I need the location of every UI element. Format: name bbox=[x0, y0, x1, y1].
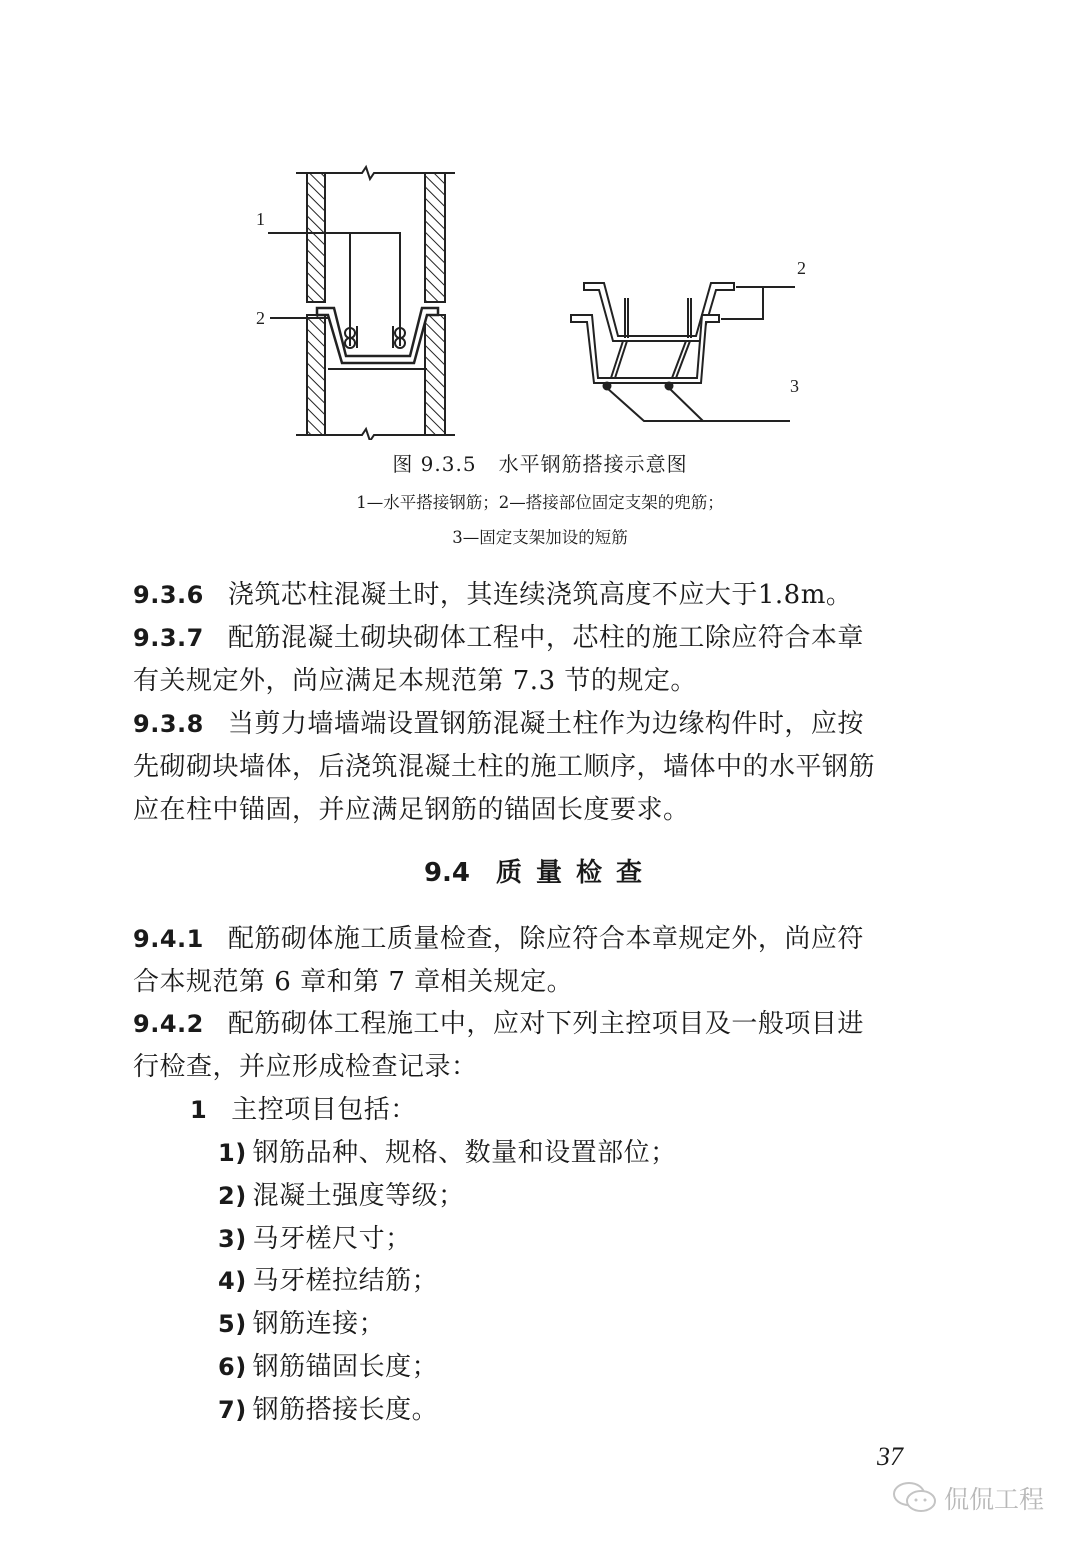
page-number: 37 bbox=[877, 1442, 903, 1471]
clause-text-line: 有关规定外，尚应满足本规范第 7.3 节的规定。 bbox=[133, 666, 697, 696]
clause-9-3-8: 9.3.8 当剪力墙墙端设置钢筋混凝土柱作为边缘构件时，应按 bbox=[133, 709, 864, 739]
section-heading: 9.4 质量检查 bbox=[423, 858, 657, 888]
figure-legend-2: 3—固定支架加设的短筋 bbox=[452, 528, 628, 547]
list-heading: 1 主控项目包括： bbox=[190, 1095, 417, 1125]
list-item: 5) 钢筋连接； bbox=[218, 1309, 386, 1339]
clause-9-4-1: 9.4.1 配筋砌体施工质量检查，除应符合本章规定外，尚应符 bbox=[133, 924, 864, 954]
callout-1: 1 bbox=[256, 209, 265, 229]
clause-text-line: 行检查，并应形成检查记录： bbox=[133, 1052, 478, 1082]
callout-2-right: 2 bbox=[797, 258, 806, 278]
list-item: 6) 钢筋锚固长度； bbox=[218, 1352, 439, 1382]
wechat-icon bbox=[892, 1481, 938, 1515]
list-item: 7) 钢筋搭接长度。 bbox=[218, 1395, 439, 1425]
support-frame-figure bbox=[571, 283, 795, 421]
list-item: 1) 钢筋品种、规格、数量和设置部位； bbox=[218, 1138, 677, 1168]
list-item: 2) 混凝土强度等级； bbox=[218, 1181, 465, 1211]
wall-section-figure bbox=[268, 167, 455, 440]
clause-text-line: 先砌砌块墙体，后浇筑混凝土柱的施工顺序，墙体中的水平钢筋 bbox=[133, 752, 876, 782]
watermark: 侃侃工程 bbox=[892, 1480, 1044, 1516]
clause-9-3-6: 9.3.6 浇筑芯柱混凝土时，其连续浇筑高度不应大于1.8m。 bbox=[133, 580, 853, 610]
list-item: 3) 马牙槎尺寸； bbox=[218, 1224, 412, 1254]
list-item: 4) 马牙槎拉结筋； bbox=[218, 1266, 439, 1296]
rebar-lap-diagram bbox=[0, 0, 1080, 440]
figure-caption: 图 9.3.5 水平钢筋搭接示意图 bbox=[392, 452, 688, 476]
clause-9-4-2: 9.4.2 配筋砌体工程施工中，应对下列主控项目及一般项目进 bbox=[133, 1009, 864, 1039]
clause-text-line: 合本规范第 6 章和第 7 章相关规定。 bbox=[133, 967, 574, 997]
callout-3: 3 bbox=[790, 376, 799, 396]
clause-text-line: 应在柱中锚固，并应满足钢筋的锚固长度要求。 bbox=[133, 795, 690, 825]
callout-2-left: 2 bbox=[256, 308, 265, 328]
clause-9-3-7: 9.3.7 配筋混凝土砌块砌体工程中，芯柱的施工除应符合本章 bbox=[133, 623, 864, 653]
figure-legend-1: 1—水平搭接钢筋；2—搭接部位固定支架的兜筋； bbox=[356, 493, 724, 512]
